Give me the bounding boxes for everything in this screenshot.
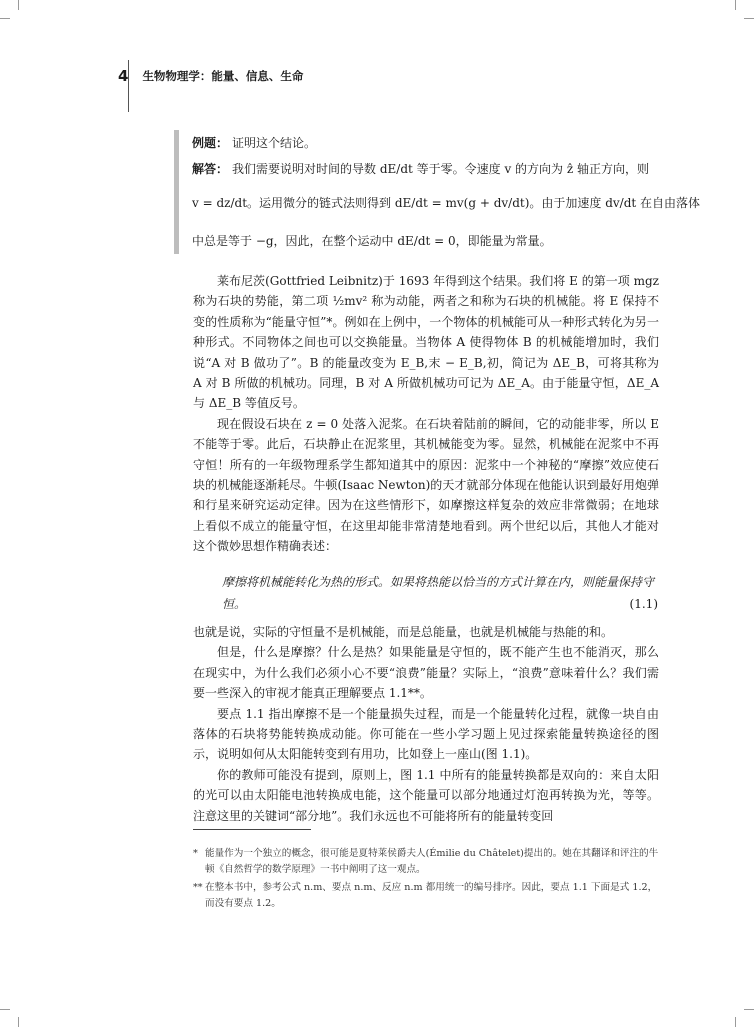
- crop-mark: [735, 0, 736, 10]
- question-text: 证明这个结论。: [232, 136, 317, 150]
- footnote-text: 在整本书中，参考公式 n.m、要点 n.m、反应 n.m 都用统一的编号排序。因此，要点 1.1 下面是式 1.2，而没有要点 1.2。: [205, 882, 658, 909]
- page-number: 4: [118, 67, 129, 85]
- paragraph: 也就是说，实际的守恒量不是机械能，而是总能量，也就是机械能与热能的和。: [193, 625, 614, 639]
- example-answer-line-2: v = dz/dt。运用微分的链式法则得到 dE/dt = mv(g + dv/dt)。由于加速度 dv/dt 在自由落体: [192, 196, 701, 210]
- example-question: [192, 134, 316, 151]
- crop-mark: [744, 1009, 754, 1010]
- key-point-text: 摩擦将机械能转化为热的形式。如果将热能以恰当的方式计算在内，则能量保持守恒。: [222, 575, 655, 611]
- crop-mark: [744, 18, 754, 19]
- footnote-rule: [193, 829, 311, 830]
- crop-mark: [18, 1017, 19, 1027]
- example-answer-line-3: 中总是等于 −g，因此，在整个运动中 dE/dt = 0，即能量为常量。: [192, 234, 552, 248]
- footnote-1: [193, 846, 665, 878]
- example-answer-line-1: [192, 160, 649, 177]
- running-title: 生物物理学：能量、信息、生命: [142, 69, 304, 83]
- paragraph: 你的教师可能没有提到，原则上，图 1.1 中所有的能量转换都是双向的：来自太阳的光可以由太阳能电池转换成电能，这个能量可以部分地通过灯泡再转换为光，等等。注意这里的关键词“部分地”。我们永远也不可能将所有的能量转变回: [193, 767, 659, 823]
- answer-label: 解答：: [192, 162, 229, 176]
- page-header: [118, 66, 303, 86]
- question-label: 例题：: [192, 136, 229, 150]
- paragraph: 莱布尼茨(Gottfried Leibnitz)于 1693 年得到这个结果。我们将 E 的第一项 mgz 称为石块的势能，第二项 ½mv² 称为动能，两者之和称为石块的机械能。将 E 保持不变的性质称为“能量守恒”*。例如在上例中，一个物体的机械能可从一种形式转化为另一种形式。不同物体之间也可以交换能量。当物体 A 使得物体 B 的机械能增加时，我们说“A 对 B 做功了”。B 的能量改变为 E_B,末 − E_B,初，简记为 ΔE_B，可将其称为 A 对 B 所做的机械功。同理，B 对 A 所做机械功可记为 ΔE_A。由于能量守恒，ΔE_A 与 ΔE_B 等值反号。: [193, 274, 659, 411]
- paragraph: 要点 1.1 指出摩擦不是一个能量损失过程，而是一个能量转化过程，就像一块自由落体的石块将势能转换成动能。你可能在一些小学习题上见过探索能量转换途径的图示，说明如何从太阳能转变到有用功，比如登上一座山(图 1.1)。: [193, 706, 659, 762]
- example-sidebar: [174, 130, 179, 254]
- crop-mark: [0, 1009, 10, 1010]
- body-text-1: [193, 271, 659, 557]
- footnote-mark: *: [193, 848, 198, 859]
- paragraph: 现在假设石块在 z = 0 处落入泥浆。在石块着陆前的瞬间，它的动能非零，所以 E 不能等于零。此后，石块静止在泥浆里，其机械能变为零。显然，机械能在泥浆中不再守恒！所有的一年级物理系学生都知道其中的原因：泥浆中一个神秘的“摩擦”效应使石块的机械能逐渐耗尽。牛顿(Isaac Newton)的天才就部分体现在他能认识到最好用炮弹和行星来研究运动定律。因为在这些情形下，如摩擦这样复杂的效应非常微弱；在地球上看似不成立的能量守恒，在这里却能非常清楚地看到。两个世纪以后，其他人才能对这个微妙思想作精确表述：: [193, 416, 659, 554]
- answer-text-1: 我们需要说明对时间的导数 dE/dt 等于零。令速度 v 的方向为 ẑ 轴正方向，则: [232, 162, 649, 176]
- paragraph: 但是，什么是摩擦？什么是热？如果能量是守恒的，既不能产生也不能消灭，那么在现实中，为什么我们必须小心不要“浪费”能量？实际上，“浪费”意味着什么？我们需要一些深入的审视才能真正理解要点 1.1**。: [193, 645, 659, 701]
- crop-mark: [18, 0, 19, 10]
- footnote-text: 能量作为一个独立的概念，很可能是夏特莱侯爵夫人(Émilie du Châtelet)提出的。她在其翻译和评注的牛顿《自然哲学的数学原理》一书中阐明了这一观点。: [205, 848, 659, 875]
- crop-mark: [0, 18, 10, 19]
- footnote-mark: **: [193, 882, 203, 893]
- footnote-2: [193, 880, 665, 912]
- key-point-1-1: [222, 571, 658, 615]
- example-box: [180, 128, 701, 256]
- body-text-2: [193, 622, 659, 826]
- crop-mark: [735, 1017, 736, 1027]
- key-point-number: (1.1): [629, 597, 658, 611]
